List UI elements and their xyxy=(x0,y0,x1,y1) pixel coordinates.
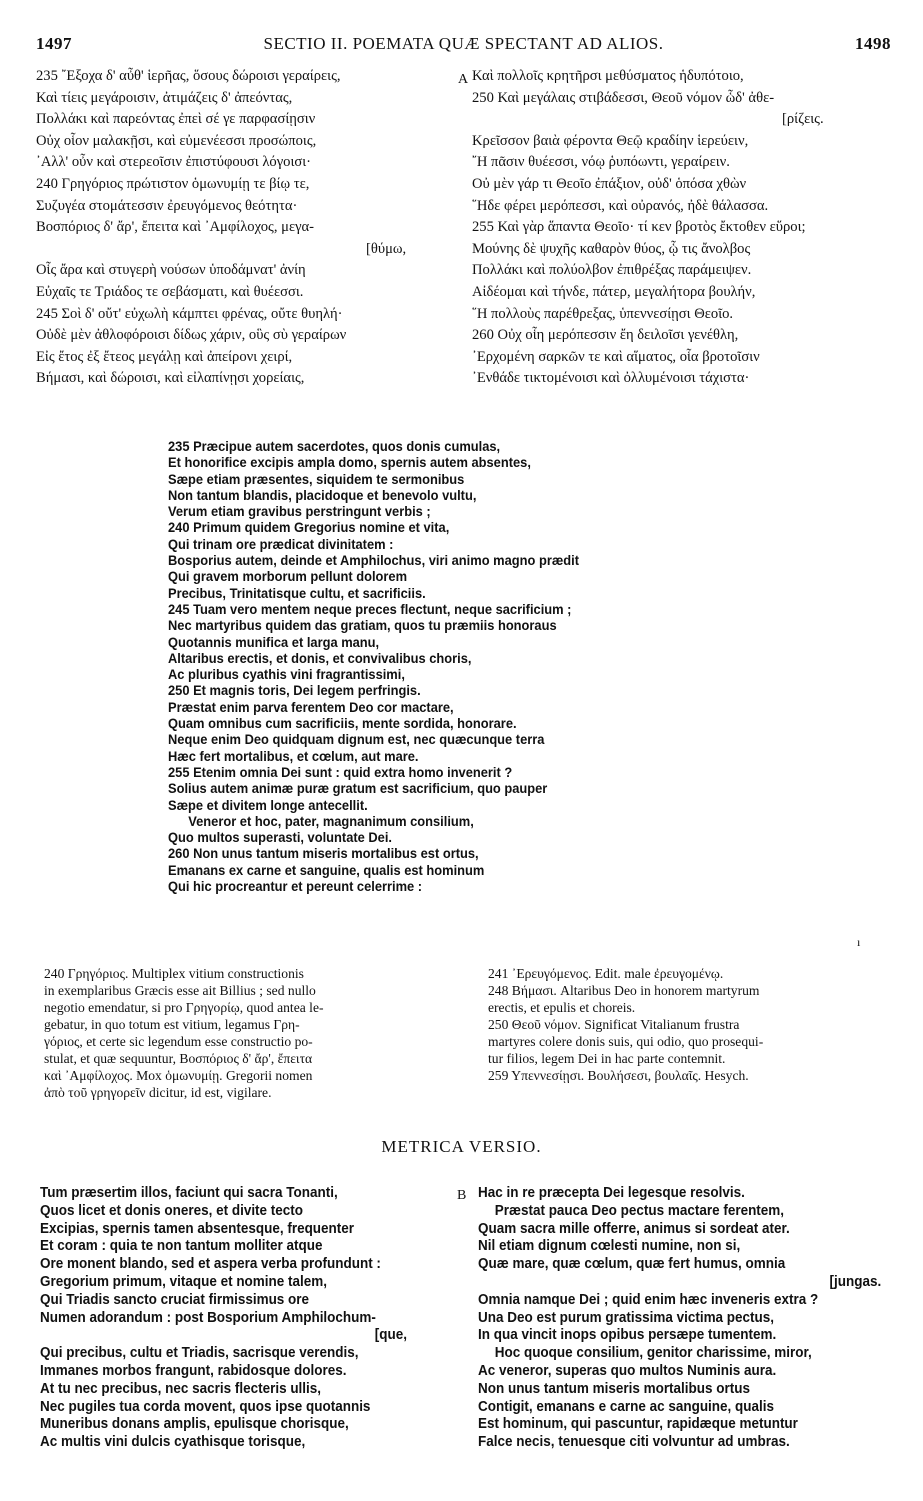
note-line: stulat, et quæ sequuntur, Βοσπόριος δ' ἄρ', ἔπειτα xyxy=(44,1051,313,1066)
note-line: 240 Γρηγόριος. Multiplex vitium constructionis xyxy=(44,966,304,981)
verse-line: In qua vincit inops opibus persæpe tumentem. xyxy=(478,1327,777,1344)
note-line: γόριος, et certe sic legendum esse constructio po- xyxy=(44,1034,313,1049)
column-marker-b: B xyxy=(457,1188,467,1203)
footnotes-right-column xyxy=(488,965,898,1084)
left-page-number: 1497 xyxy=(36,34,72,53)
greek-text-right-column xyxy=(472,66,892,390)
latin-line: Altaribus erectis, et donis, et convivalibus choris, xyxy=(168,649,472,666)
verse-line: Ac veneror, superas quo multos Numinis aura. xyxy=(478,1362,777,1379)
greek-line: ῞Η πολλοὺς παρέθρεξας, ὑπεννεσίῃσι Θεοῖο. xyxy=(472,305,734,322)
metrical-version-right-column xyxy=(478,1185,887,1452)
verse-line: Muneribus donans amplis, epulisque chorisque, xyxy=(40,1416,349,1433)
verse-line-continuation: [jungas. xyxy=(829,1273,882,1290)
verse-line: Una Deo est purum gratissima victima pectus, xyxy=(478,1309,775,1326)
latin-line: Neque enim Deo quidquam dignum est, nec quæcunque terra xyxy=(168,731,545,748)
verse-line: Quos licet et donis oneres, et divite tecto xyxy=(40,1202,304,1219)
latin-line: Quam omnibus cum sacrificiis, mente sordida, honorare. xyxy=(168,715,517,732)
verse-line-continuation: [que, xyxy=(374,1327,408,1344)
latin-line: Veneror et hoc, pater, magnanimum consilium, xyxy=(188,812,474,829)
greek-line: 245 Σοὶ δ' οὔτ' εὐχωλὴ κάμπτει φρένας, οὔτε θυηλή· xyxy=(36,305,343,322)
note-line: 241 ᾿Ερευγόμενος. Edit. male ἐρευγομένῳ. xyxy=(488,966,724,981)
metrical-version-left-column xyxy=(40,1185,431,1452)
greek-line-continuation: [ρίζεις. xyxy=(782,111,824,128)
latin-line: Hæc fert mortalibus, et cœlum, aut mare. xyxy=(168,747,419,764)
latin-line: Qui gravem morborum pellunt dolorem xyxy=(168,568,408,585)
note-line: martyres colere donis suis, qui odio, quo prosequi- xyxy=(488,1034,764,1049)
latin-line: Qui trinam ore prædicat divinitatem : xyxy=(168,535,394,552)
greek-line: Εὐχαῖς τε Τριάδος τε σεβάσματι, καὶ θυέεσσι. xyxy=(36,283,304,300)
note-line: erectis, et epulis et choreis. xyxy=(488,1000,636,1015)
latin-line: 240 Primum quidem Gregorius nomine et vita, xyxy=(168,519,450,536)
greek-line: Πολλάκι καὶ παρεόντας ἐπεὶ σέ γε παρφασίῃσιν xyxy=(36,111,316,128)
note-line: 259 Υπεννεσίῃσι. Βουλήσεσι, βουλαῖς. Hesych. xyxy=(488,1068,749,1083)
latin-line: Verum etiam gravibus perstringunt verbis ; xyxy=(168,503,431,520)
latin-line: Precibus, Trinitatisque cultu, et sacrificiis. xyxy=(168,584,426,601)
greek-line: Καὶ τίεις μεγάροισιν, ἀτιμάζεις δ' ἀπεόντας, xyxy=(36,89,293,106)
verse-line: Numen adorandum : post Bosporium Amphilochum- xyxy=(40,1309,376,1326)
verse-line: Non unus tantum miseris mortalibus ortus xyxy=(478,1380,750,1397)
note-line: tur filios, legem Dei in hac parte contemnit. xyxy=(488,1051,726,1066)
latin-line: Emanans ex carne et sanguine, qualis est hominum xyxy=(168,861,485,878)
greek-line: ᾿Αλλ' οὖν καὶ στερεοῖσιν ἐπιστύφουσι λόγοισι· xyxy=(36,154,312,171)
verse-line: Excipias, spernis tamen absentesque, frequenter xyxy=(40,1220,355,1237)
latin-line: 260 Non unus tantum miseris mortalibus est ortus, xyxy=(168,845,479,862)
greek-line: ᾿Ερχομένη σαρκῶν τε καὶ αἵματος, οἷα βροτοῖσιν xyxy=(472,348,760,365)
latin-line: 250 Et magnis toris, Dei legem perfringis. xyxy=(168,682,421,699)
verse-line: Qui Triadis sancto cruciat firmissimus ore xyxy=(40,1291,310,1308)
verse-line: Est hominum, qui pascuntur, rapidæque metuntur xyxy=(478,1416,798,1433)
latin-line: 245 Tuam vero mentem neque preces flectunt, neque sacrificium ; xyxy=(168,600,572,617)
latin-line: Quo multos superasti, voluntate Dei. xyxy=(168,829,393,846)
verse-line: Qui precibus, cultu et Triadis, sacrisque verendis, xyxy=(40,1345,359,1362)
greek-line: Οὐδὲ μὲν ἀθλοφόροισι δίδως χάριν, οὓς σὺ γεραίρων xyxy=(36,327,347,344)
verse-line: Et coram : quia te non tantum molliter atque xyxy=(40,1238,323,1255)
section-heading: METRICA VERSIO. xyxy=(381,1137,542,1156)
greek-line: Οὐ μὲν γάρ τι Θεοῖο ἐπάξιον, οὐδ' ὁπόσα χθὼν xyxy=(472,175,747,192)
verse-line: Contigit, emanans e carne ac sanguine, qualis xyxy=(478,1398,775,1415)
column-marker-a: A xyxy=(458,72,469,87)
greek-line: 240 Γρηγόριος πρώτιστον ὁμωνυμίῃ τε βίῳ τε, xyxy=(36,175,310,192)
verse-line: Nil etiam dignum cœlesti numine, non si, xyxy=(478,1238,741,1255)
greek-line: Οὐχ οἷον μαλακῇσι, καὶ εὐμενέεσσι προσώποις, xyxy=(36,132,317,149)
verse-line: At tu nec precibus, nec sacris flecteris ullis, xyxy=(40,1380,322,1397)
latin-line: Nec martyribus quidem das gratiam, quos tu præmiis honoraus xyxy=(168,617,557,634)
latin-line: Bosporius autem, deinde et Amphilochus, viri animo magno prædit xyxy=(168,552,580,569)
latin-line: Et honorifice excipis ampla domo, spernis autem absentes, xyxy=(168,454,531,471)
latin-line: Solius autem animæ puræ gratum est sacrificium, quo pauper xyxy=(168,780,548,797)
verse-line: Nec pugiles tua corda movent, quos ipse quotannis xyxy=(40,1398,371,1415)
note-line: negotio emendatur, si pro Γρηγορίῳ, quod antea le- xyxy=(44,1000,324,1015)
note-line: ἀπὸ τοῦ γρηγορεῖν dicitur, id est, vigilare. xyxy=(44,1085,272,1100)
verse-line: Gregorium primum, vitaque et nomine talem, xyxy=(40,1273,327,1290)
greek-line: ῎Η πᾶσιν θυέεσσι, νόῳ ῥυπόωντι, γεραίρειν. xyxy=(472,154,730,171)
latin-line: Ac pluribus cyathis vini fragrantissimi, xyxy=(168,666,405,683)
stray-mark: ı xyxy=(857,935,861,949)
greek-text-left-column xyxy=(36,66,469,390)
verse-line: Quæ mare, quæ cœlum, quæ fert humus, omnia xyxy=(478,1256,786,1273)
greek-line: 260 Οὐχ οἷη μερόπεσσιν ἔη δειλοῖσι γενέθλη, xyxy=(472,327,739,344)
verse-line: Falce necis, tenuesque citi volvuntur ad umbras. xyxy=(478,1434,790,1451)
greek-line: 250 Καὶ μεγάλαις στιβάδεσσι, Θεοῦ νόμον ὧδ' ἀθε- xyxy=(472,89,775,106)
latin-line: Præstat enim parva ferentem Deo cor mactare, xyxy=(168,698,454,715)
greek-line: ᾿Ενθάδε τικτομένοισι καὶ ὀλλυμένοισι τάχιστα· xyxy=(472,370,750,387)
greek-line: ῞Ηδε φέρει μερόπεσσι, καὶ οὐρανός, ἠδὲ θάλασσα. xyxy=(472,197,769,214)
verse-line: Omnia namque Dei ; quid enim hæc inveneris extra ? xyxy=(478,1291,819,1308)
greek-line: Κρεῖσσον βαιὰ φέροντα Θεῷ κραδίην ἱερεύειν, xyxy=(472,132,749,149)
greek-line: Μούνης δὲ ψυχῆς καθαρὸν θύος, ᾧ τις ἄνολβος xyxy=(472,240,751,257)
note-line: in exemplaribus Græcis esse ait Billius ; sed nullo xyxy=(44,983,316,998)
verse-line: Immanes morbos frangunt, rabidosque dolores. xyxy=(40,1362,347,1379)
greek-line: Πολλάκι καὶ πολύολβον ἐπιθρέξας παράμειψεν. xyxy=(472,262,752,279)
greek-line: Βοσπόριος δ' ἄρ', ἔπειτα καὶ ᾿Αμφίλοχος, μεγα- xyxy=(36,219,315,236)
footnotes-left-column xyxy=(44,965,464,1101)
verse-line: Hoc quoque consilium, genitor charissime, miror, xyxy=(494,1345,812,1362)
note-line: καὶ ᾿Αμφίλοχος. Mox ὁμωνυμίῃ. Gregorii nomen xyxy=(44,1068,313,1083)
greek-line-continuation: [θύμω, xyxy=(366,240,407,257)
latin-line: 235 Præcipue autem sacerdotes, quos donis cumulas, xyxy=(168,438,501,454)
greek-line: 255 Καὶ γὰρ ἅπαντα Θεοῖο· τί κεν βροτὸς ἔκτοθεν εὕροι; xyxy=(472,219,806,236)
note-line: 248 Βήμασι. Altaribus Deo in honorem martyrum xyxy=(488,983,760,998)
note-line: 250 Θεοῦ νόμον. Significat Vitalianum frustra xyxy=(488,1017,740,1032)
greek-line: Εἰς ἔτος ἐξ ἔτεος μεγάλῃ καὶ ἀπείρονι χειρί, xyxy=(36,348,293,365)
latin-line: Quotannis munifica et larga manu, xyxy=(168,633,380,650)
verse-line: Præstat pauca Deo pectus mactare ferentem, xyxy=(494,1202,785,1219)
verse-line: Ore monent blando, sed et aspera verba profundunt : xyxy=(40,1256,381,1273)
latin-line: Qui hic procreantur et pereunt celerrime : xyxy=(168,878,423,895)
running-title: SECTIO II. POEMATA QUÆ SPECTANT AD ALIOS. xyxy=(263,34,664,53)
right-page-number: 1498 xyxy=(855,34,891,53)
verse-line: Quam sacra mille offerre, animus si sordeat ater. xyxy=(478,1220,790,1237)
verse-line: Hac in re præcepta Dei legesque resolvis. xyxy=(478,1185,745,1201)
greek-line: Βήμασι, καὶ δώροισι, καὶ εἰλαπίνῃσι χορείαις, xyxy=(36,370,305,387)
greek-line: Συζυγέα στομάτεσσιν ἐρευγόμενος θεότητα· xyxy=(36,197,298,214)
verse-line: Ac multis vini dulcis cyathisque torisque, xyxy=(40,1434,306,1451)
latin-line: Non tantum blandis, placidoque et benevolo vultu, xyxy=(168,486,477,503)
latin-line: Sæpe etiam præsentes, siquidem te sermonibus xyxy=(168,470,465,487)
greek-line: Καὶ πολλοῖς κρητῆρσι μεθύσματος ἡδυπότοιο, xyxy=(472,68,744,84)
greek-line: 235 ῎Εξοχα δ' αὖθ' ἱερῆας, ὅσους δώροισι γεραίρεις, xyxy=(36,68,341,84)
page-header xyxy=(36,34,891,60)
latin-line: 255 Etenim omnia Dei sunt : quid extra homo invenerit ? xyxy=(168,763,513,780)
note-line: gebatur, in quo totum est vitium, legamus Γρη- xyxy=(44,1017,300,1032)
latin-line: Sæpe et divitem longe antecellit. xyxy=(168,796,368,813)
latin-prose-translation xyxy=(168,438,683,894)
greek-line: Οἷς ἄρα καὶ στυγερὴ νούσων ὑποδάμνατ' ἀνίη xyxy=(36,262,306,279)
verse-line: Tum præsertim illos, faciunt qui sacra Tonanti, xyxy=(40,1185,338,1201)
greek-line: Αἰδέομαι καὶ τήνδε, πάτερ, μεγαλήτορα βουλήν, xyxy=(472,283,756,300)
